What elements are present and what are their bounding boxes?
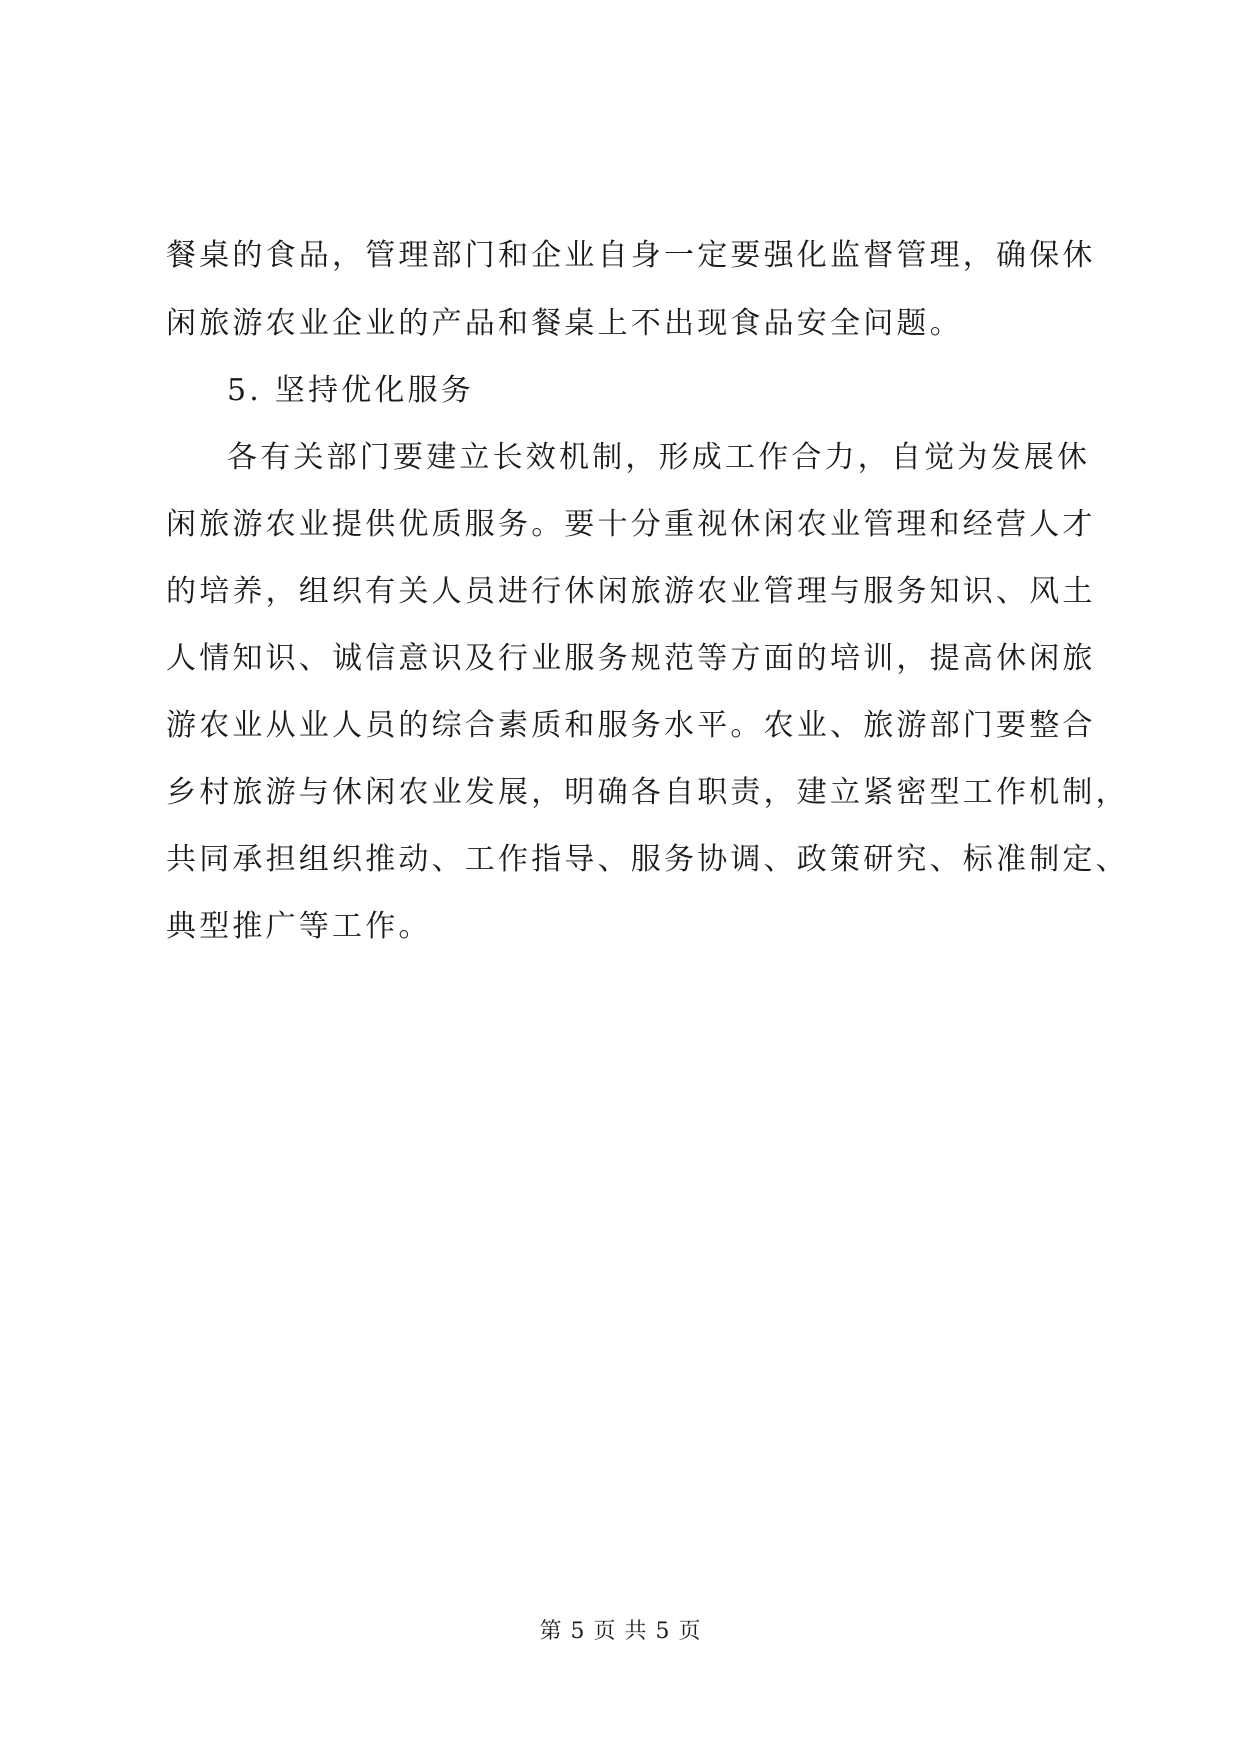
paragraph-line: 乡村旅游与休闲农业发展，明确各自职责，建立紧密型工作机制， (166, 775, 1129, 810)
paragraph-line: 人情知识、诚信意识及行业服务规范等方面的培训，提高休闲旅 (166, 641, 1096, 676)
paragraph-line: 闲旅游农业企业的产品和餐桌上不出现食品安全问题。 (166, 306, 963, 341)
paragraph-line: 餐桌的食品，管理部门和企业自身一定要强化监督管理，确保休 (166, 238, 1096, 273)
paragraph-line: 典型推广等工作。 (166, 909, 432, 944)
paragraph-line: 共同承担组织推动、工作指导、服务协调、政策研究、标准制定、 (166, 842, 1129, 877)
section-heading: 5. 坚持优化服务 (227, 373, 474, 408)
page-number-footer: 第 5 页 共 5 页 (539, 1619, 702, 1644)
paragraph-line: 游农业从业人员的综合素质和服务水平。农业、旅游部门要整合 (166, 708, 1096, 743)
paragraph-line: 闲旅游农业提供优质服务。要十分重视休闲农业管理和经营人才 (166, 507, 1096, 542)
paragraph-line: 各有关部门要建立长效机制，形成工作合力，自觉为发展休 (227, 440, 1091, 475)
paragraph-line: 的培养，组织有关人员进行休闲旅游农业管理与服务知识、风土 (166, 574, 1096, 609)
